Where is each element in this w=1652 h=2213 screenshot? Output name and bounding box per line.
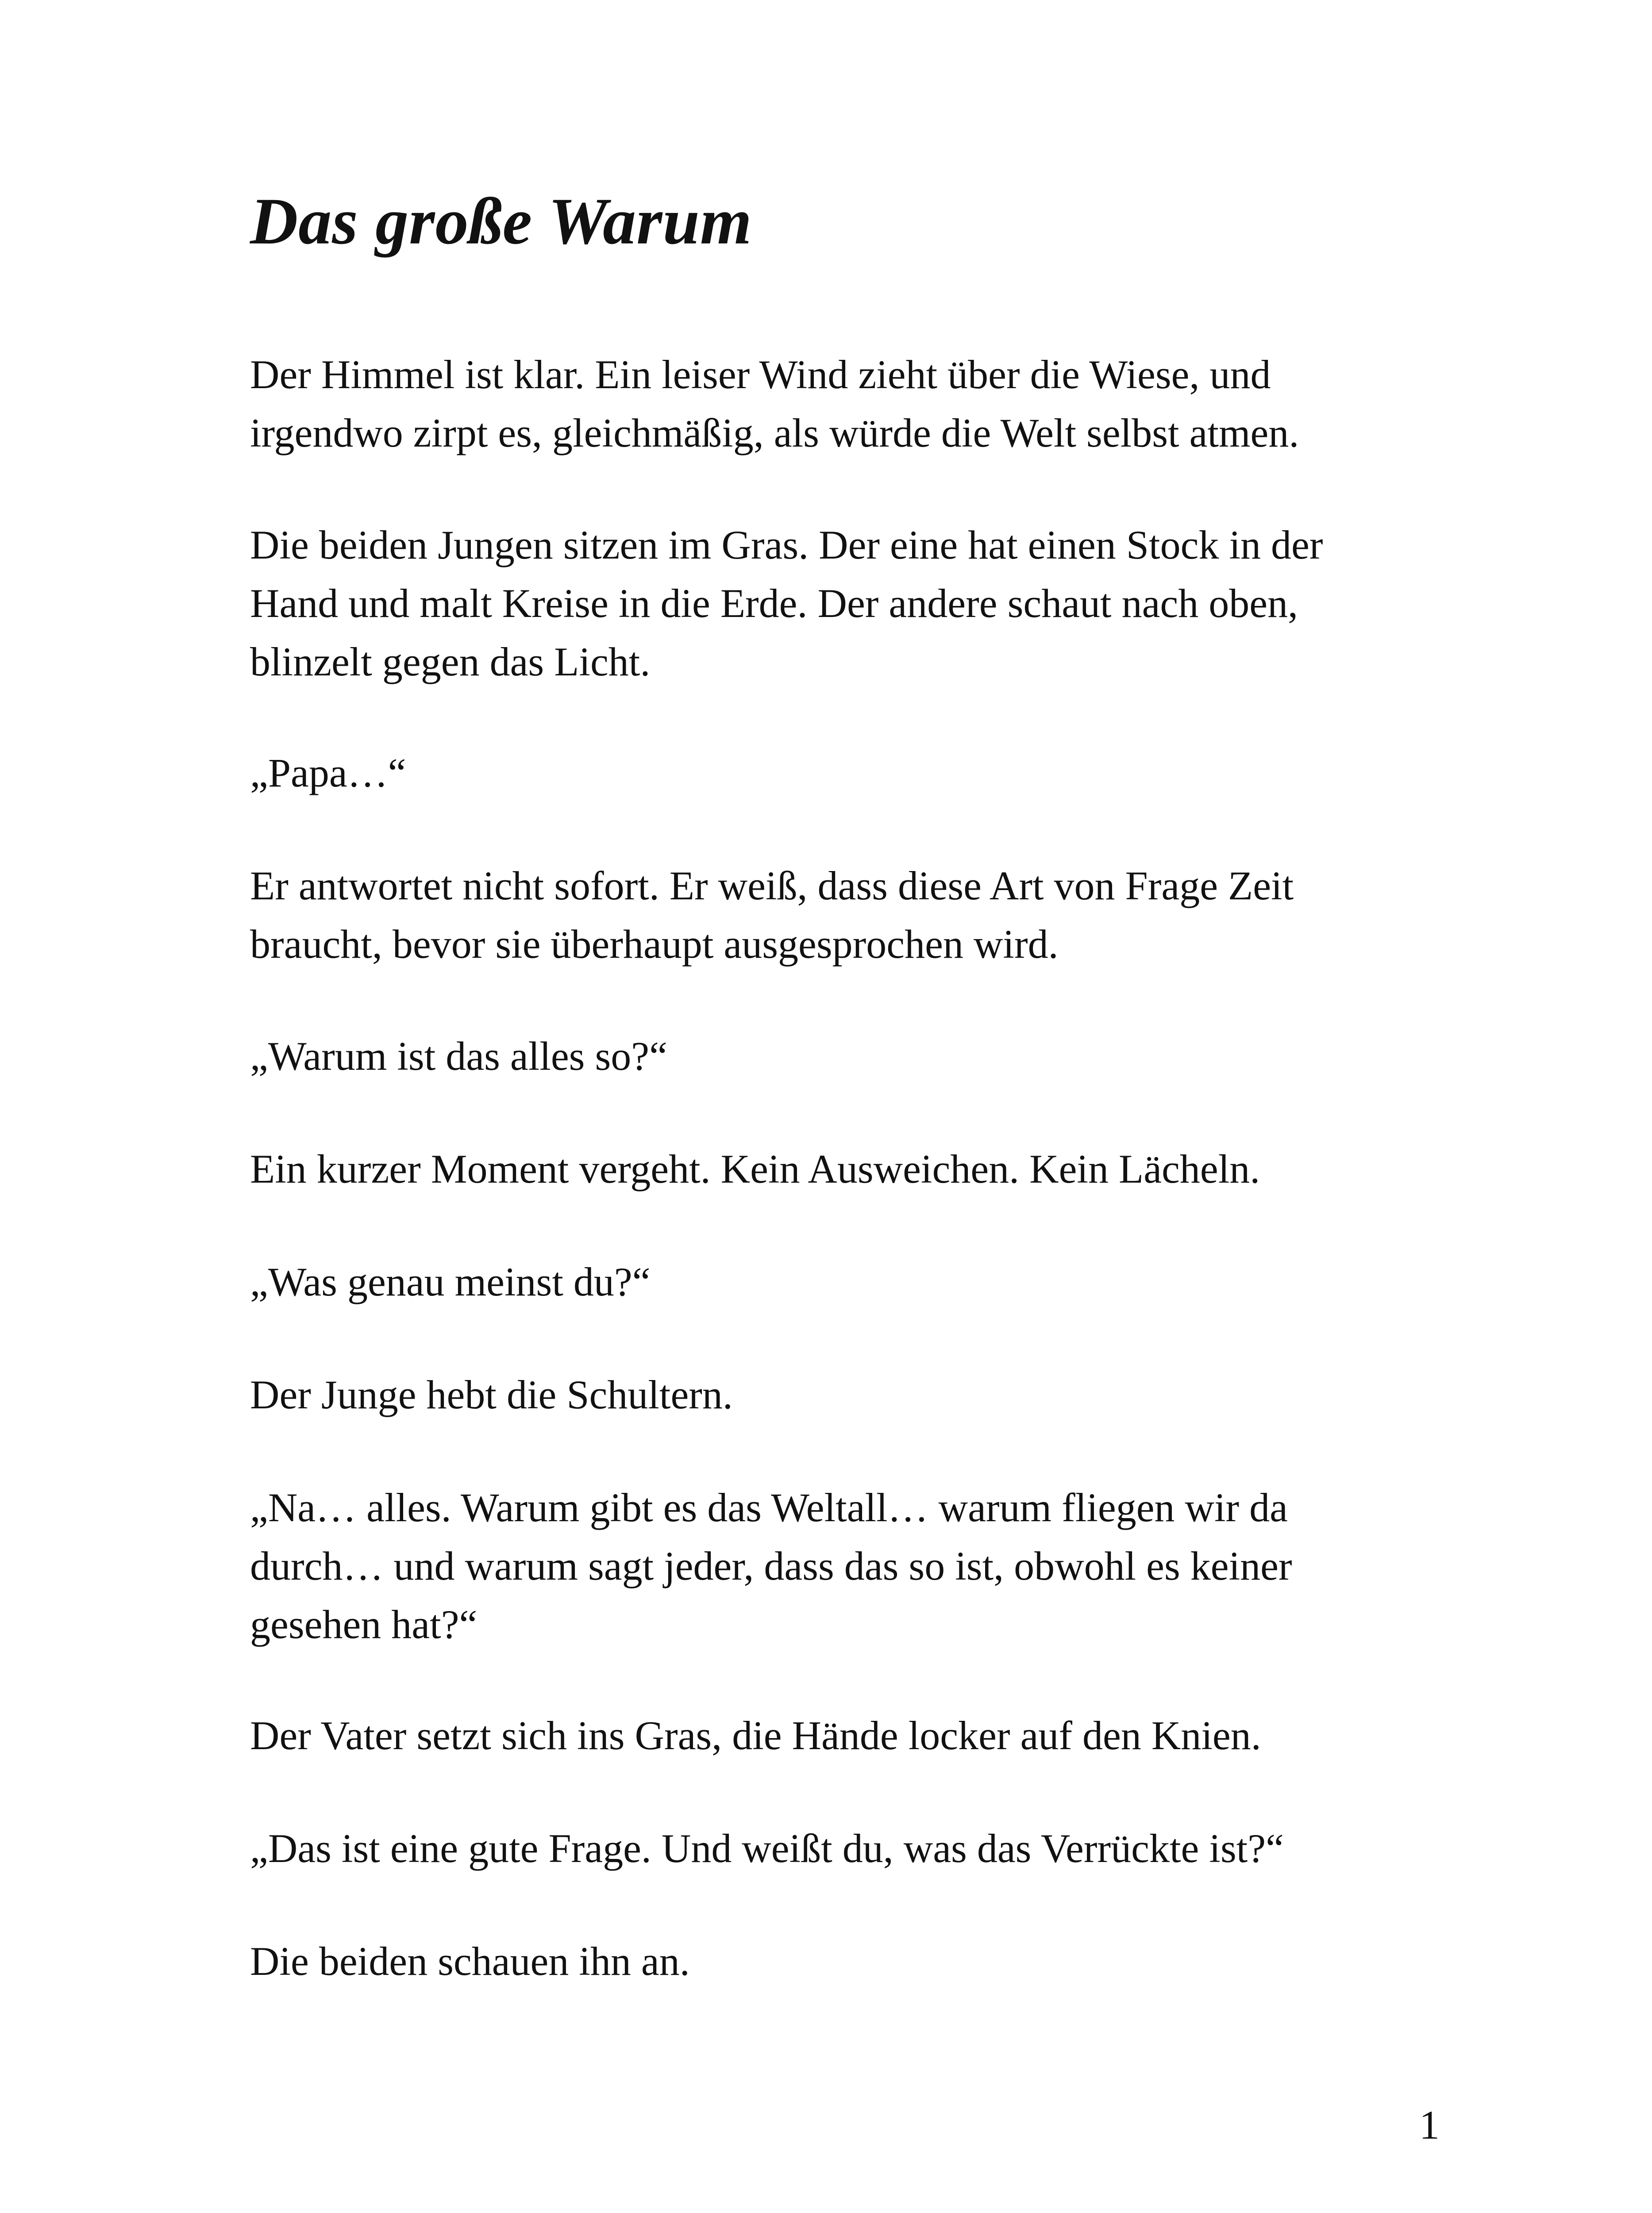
page-number: 1 [1419, 2102, 1440, 2147]
paragraph-line: durch… und warum sagt jeder, dass das so ist, obwohl es keiner [250, 1543, 1292, 1588]
paragraph-line: Er antwortet nicht sofort. Er weiß, dass diese Art von Frage Zeit [250, 863, 1294, 908]
paragraph-9 [250, 1478, 1292, 1654]
paragraph-2 [250, 516, 1323, 691]
paragraph-line: Der Himmel ist klar. Ein leiser Wind zieht über die Wiese, und [250, 352, 1271, 397]
paragraph-line: „Na… alles. Warum gibt es das Weltall… warum fliegen wir da [250, 1485, 1288, 1530]
paragraph-line: „Was genau meinst du?“ [250, 1259, 651, 1304]
paragraph-line: Ein kurzer Moment vergeht. Kein Ausweichen. Kein Lächeln. [250, 1146, 1260, 1191]
paragraph-line: braucht, bevor sie überhaupt ausgesprochen wird. [250, 921, 1059, 967]
paragraph-line: „Warum ist das alles so?“ [250, 1033, 667, 1079]
paragraph-5 [250, 1027, 667, 1085]
paragraph-11 [250, 1819, 1284, 1878]
paragraph-line: Die beiden schauen ihn an. [250, 1939, 690, 1984]
paragraph-1 [250, 345, 1299, 462]
paragraph-line: „Das ist eine gute Frage. Und weißt du, was das Verrückte ist?“ [250, 1826, 1284, 1871]
paragraph-8 [250, 1365, 733, 1424]
paragraph-12 [250, 1932, 690, 1990]
paragraph-line: Hand und malt Kreise in die Erde. Der andere schaut nach oben, [250, 581, 1298, 626]
paragraph-6 [250, 1140, 1260, 1198]
paragraph-3 [250, 744, 406, 802]
paragraph-4 [250, 856, 1294, 973]
paragraph-line: „Papa…“ [250, 750, 406, 795]
paragraph-line: irgendwo zirpt es, gleichmäßig, als würde die Welt selbst atmen. [250, 410, 1299, 455]
paragraph-7 [250, 1253, 651, 1311]
paragraph-10 [250, 1706, 1261, 1765]
paragraph-line: blinzelt gegen das Licht. [250, 639, 651, 684]
paragraph-line: Der Vater setzt sich ins Gras, die Hände locker auf den Knien. [250, 1713, 1261, 1758]
paragraph-line: Die beiden Jungen sitzen im Gras. Der eine hat einen Stock in der [250, 522, 1323, 567]
paragraph-line: gesehen hat?“ [250, 1602, 478, 1647]
paragraph-line: Der Junge hebt die Schultern. [250, 1372, 733, 1417]
story-title: Das große Warum [250, 185, 752, 258]
